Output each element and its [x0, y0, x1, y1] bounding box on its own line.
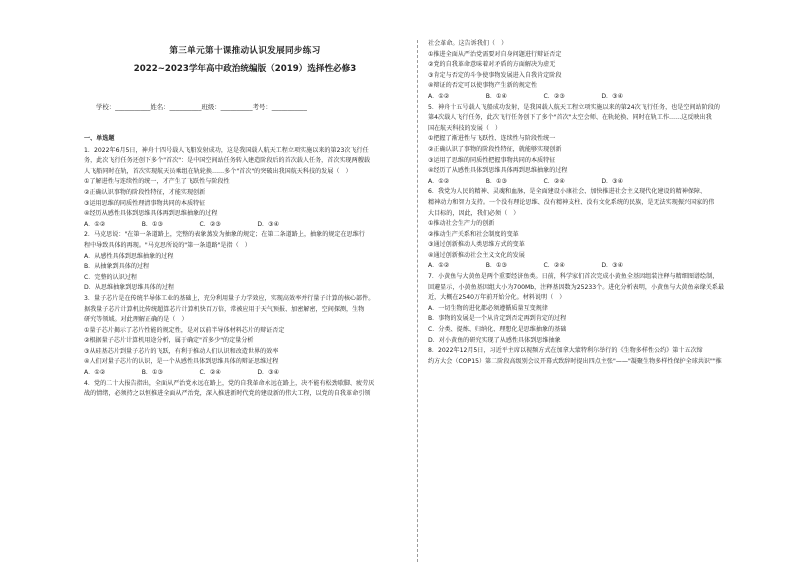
text-line: C．完整的认识过程: [84, 273, 138, 281]
text-line: 7．小黄鱼与大黄鱼是两个重要经济鱼类。日前，科学家们首次完成小黄鱼全基因组装注释与精细图谱绘制，: [428, 273, 719, 281]
text-line: A．①② B．①④ C．②③ D．③④: [428, 92, 624, 100]
section-heading: 一、单选题: [84, 135, 115, 142]
text-line: ②推动生产关系和社会制度的变革: [428, 230, 519, 238]
text-line: 大目标的，因此，我们必须（ ）: [428, 209, 520, 217]
text-line: 4．党的二十大报告指出，全面从严治党永远在路上，党的自我革命永远在路上，决不能有松劲歇脚、疲劳厌: [84, 379, 375, 387]
text-line: A．①② B．①③ C．②④ D．③④: [84, 369, 280, 377]
left-question-text: [84, 146, 406, 400]
text-line: 人飞船同时在轨，首次实现航天员乘组在轨轮换……多个"首次"的突破出我国航天科技的发展（ ）: [84, 167, 352, 175]
text-line: A．①② B．①③ C．②④ D．③④: [428, 177, 624, 185]
text-line: 8．2022年12月5日，习近平主席以视频方式在加拿大蒙特利尔举行的《生物多样性公约》第十五次缔: [428, 347, 703, 355]
text-line: ②正确认识事物的阶段性特征，才能实现创新: [84, 188, 206, 196]
left-column: [84, 134, 406, 400]
text-line: ①推动社会生产力的创新: [428, 220, 495, 228]
text-line: ①推进全面从严治党需要对自身问题进行辩证否定: [428, 50, 562, 58]
right-question-text: [428, 39, 758, 367]
text-line: 据我量子芯片计算机比传统超算芯片计算机快百万倍，常被应用于天气预报、加密解密，空间探测，生物: [84, 305, 365, 313]
text-line: 国在航天科技的发展（ ）: [428, 124, 502, 132]
document-title: 第三单元第十课推动认识发展同步练习: [169, 46, 321, 56]
text-line: 回避显示，小黄鱼基因组大小为700Mb，注释基因数为25233个。进化分析表明，小黄鱼与大黄鱼亲缘关系最: [428, 283, 725, 291]
text-line: ④经历了从感性具体到思维具体再到思维抽象的过程: [428, 167, 568, 175]
text-line: 精神动力和智力支持。一个没有理论思维、没有精神支柱、没有文化系统的民族，是无法实现振兴国家的伟: [428, 198, 715, 206]
text-line: ④通过创新推动社会主义文化的发展: [428, 251, 525, 259]
text-line: ③运用思维的同质性理清事物共同的本质特征: [84, 199, 206, 207]
text-line: ③从硅基芯片到量子芯片的飞跃，有利于推动人们认识和改造世界的效率: [84, 347, 279, 355]
text-line: 战的情绪，必须持之以恒推进全面从严治党，深入推进新时代党的建设新的伟大工程，以党的自我革命引领: [84, 390, 371, 398]
text-line: 6．我党为人民的精神、灵魂和血脉，是全面建设小康社会、加快推进社会主义现代化建设的精神保障、: [428, 188, 707, 196]
text-line: 社会革命。这告诉我们（ ）: [428, 40, 508, 47]
text-line: ③运用了思维的同质性把握事物共同的本质特征: [428, 156, 556, 164]
text-line: 程中导致具体的再现。"马克思所说的"第一条道路"是指（ ）: [84, 241, 251, 249]
right-column: [428, 39, 758, 367]
text-line: A．一切生物的进化都必须遵循质量互变规律: [428, 304, 548, 312]
text-line: ②党的自我革命意味着对矛盾的方面解决为虚无: [428, 61, 556, 69]
text-line: ③通过创新推动人类思维方式的变革: [428, 241, 525, 249]
text-line: 第4次载人飞行任务，此次飞行任务创下了多个"首次"太空会师、在轨轮换、同时在轨工作……这反映出我: [428, 114, 712, 122]
text-line: A．①② B．①③ C．②④ D．③④: [428, 262, 624, 270]
text-line: 5．神舟十五号载人飞船成功发射，是我国载人航天工程立项实施以来的第24次飞行任务，也是空间站阶段的: [428, 103, 720, 111]
text-line: ②正确认识了事物的阶段性特征，就能够实现创新: [428, 145, 562, 153]
text-line: 3．量子芯片是在传统半导体工业的基础上，充分利用量子力学效应，实现高效率并行量子计算的核心部件。: [84, 294, 375, 302]
text-line: D．对小黄鱼的研究实现了从感性具体到思维抽象: [428, 336, 561, 344]
text-line: ④经历从感性具体到思维具体再到思维抽象的过程: [84, 210, 218, 218]
text-line: ①把握了渐进性与飞跃性、连续性与阶段性统一: [428, 135, 556, 143]
text-line: 约方大会（COP15）第二阶段高级别会议开幕式致辞时提出四点主张"——"凝聚生物多样性保护全球共识""推: [428, 357, 722, 365]
text-line: ①了解进性与连续性的统一，才产生了飞跃性与阶段性: [84, 178, 230, 186]
column-divider: [417, 40, 418, 562]
text-line: 研究等领域。对此理解正确的是（ ）: [84, 316, 188, 324]
text-line: A．①② B．①③ C．②③ D．③④: [84, 220, 280, 228]
text-line: 务，此次飞行任务还创下多个"首次"：是中国空间站任务转入建造阶段后的首次载人任务，首次实现两艘载: [84, 157, 370, 165]
text-line: A．从感性具体到思维抽象的过程: [84, 252, 174, 260]
text-line: B．从抽象到具体的过程: [84, 263, 150, 271]
text-line: B．事物的发展是一个从肯定到否定再到肯定的过程: [428, 315, 567, 323]
text-line: 1．2022年6月5日，神舟十四号载人飞船发射成功，这是我国载人航天工程立项实施以来的第23次飞行任: [84, 146, 369, 154]
text-line: ④人们对量子芯片的认识，是一个从感性具体到思维具体的辩证思维过程: [84, 358, 279, 366]
student-info-line: 学校：___________姓名：__________班级：__________考号：___________: [96, 103, 307, 111]
text-line: ②根据量子芯片计算机用途分析，属于确定"首多少"的定量分析: [84, 337, 254, 345]
text-line: ①量子芯片揭示了芯片性能的规定性，是对以前半导体材料芯片的辩证否定: [84, 326, 285, 334]
text-line: 2．马克思说："在第一条道路上，完整的表象蒸发为抽象的规定；在第二条道路上，抽象的规定在思维行: [84, 231, 365, 239]
text-line: 近，大概在2540万年前开始分化。材料说明（ ）: [428, 294, 566, 302]
text-line: ④辩证的否定可以使事物产生新的规定性: [428, 82, 538, 90]
document-subtitle: 2022~2023学年高中政治统编版（2019）选择性必修3: [133, 64, 357, 74]
text-line: ③肯定与否定的斗争使事物发展进入自我肯定阶段: [428, 71, 562, 79]
text-line: D．从思维抽象到思维具体的过程: [84, 284, 175, 292]
text-line: C．分类、提炼、归纳化、理想化是思维抽象的基础: [428, 326, 567, 334]
